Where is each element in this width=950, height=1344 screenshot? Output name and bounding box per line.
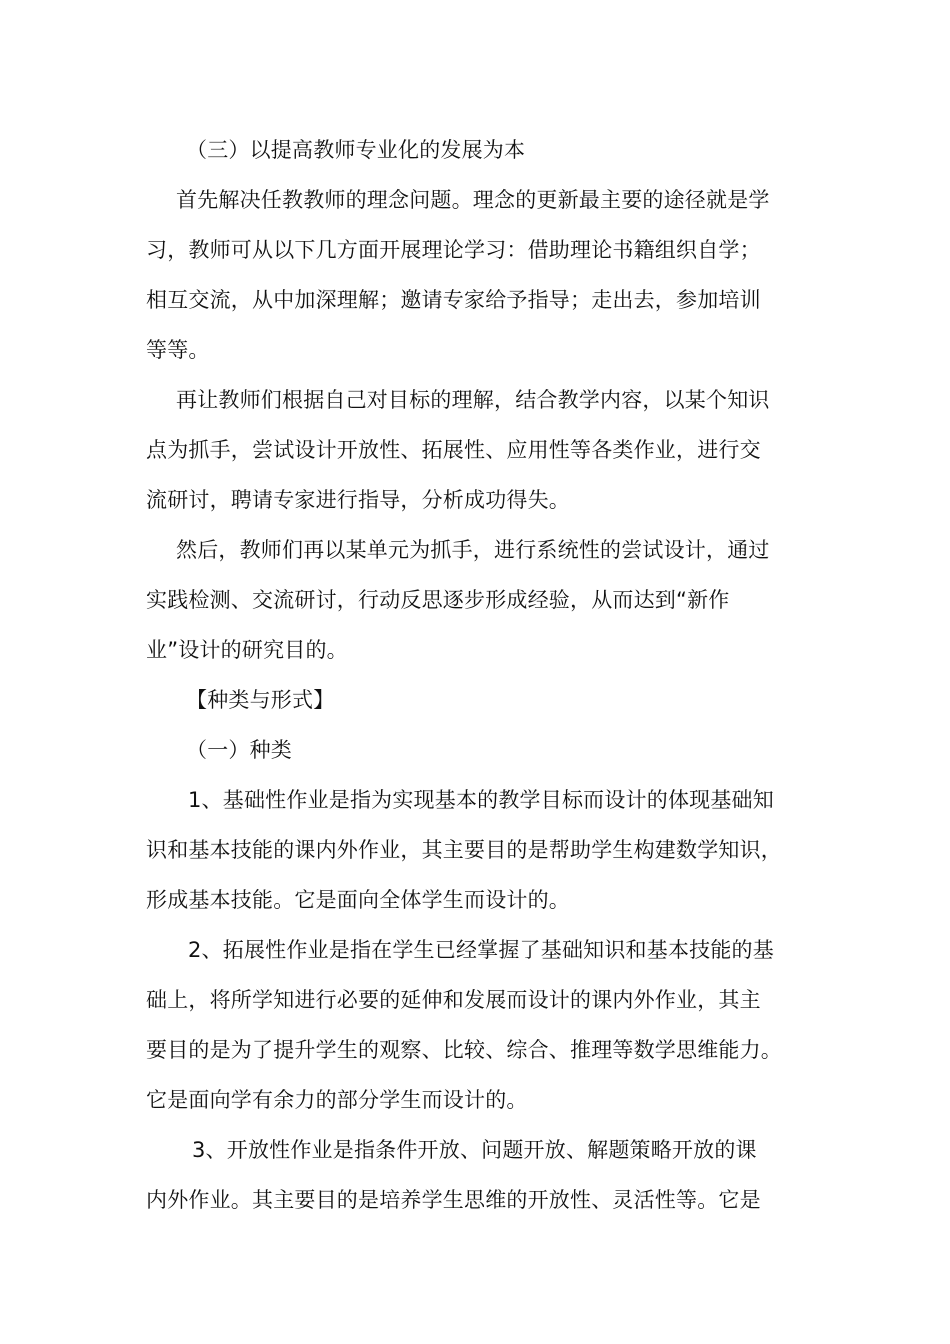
- paragraph-line: 等等。: [146, 338, 210, 362]
- paragraph-line: 相互交流，从中加深理解；邀请专家给予指导；走出去，参加培训: [146, 288, 761, 312]
- section-heading-1: （一）种类: [186, 738, 292, 762]
- paragraph-line: 1、基础性作业是指为实现基本的教学目标而设计的体现基础知: [188, 788, 774, 812]
- paragraph-line: 点为抓手，尝试设计开放性、拓展性、应用性等各类作业，进行交: [146, 438, 761, 462]
- paragraph-line: 习，教师可从以下几方面开展理论学习：借助理论书籍组织自学；: [146, 238, 761, 262]
- paragraph-line: 识和基本技能的课内外作业，其主要目的是帮助学生构建数学知识，: [146, 838, 782, 862]
- section-heading-3: （三）以提高教师专业化的发展为本: [186, 138, 526, 162]
- paragraph-line: 础上，将所学知进行必要的延伸和发展而设计的课内外作业，其主: [146, 988, 761, 1012]
- paragraph-line: 实践检测、交流研讨，行动反思逐步形成经验，从而达到“新作: [146, 588, 730, 612]
- paragraph-line: 要目的是为了提升学生的观察、比较、综合、推理等数学思维能力。: [146, 1038, 782, 1062]
- paragraph-line: 然后，教师们再以某单元为抓手，进行系统性的尝试设计，通过: [176, 538, 770, 562]
- section-heading-types-forms: 【种类与形式】: [186, 688, 335, 712]
- paragraph-line: 内外作业。其主要目的是培养学生思维的开放性、灵活性等。它是: [146, 1188, 761, 1212]
- paragraph-line: 再让教师们根据自己对目标的理解，结合教学内容，以某个知识: [176, 388, 770, 412]
- paragraph-line: 业”设计的研究目的。: [146, 638, 348, 662]
- paragraph-line: 2、拓展性作业是指在学生已经掌握了基础知识和基本技能的基: [188, 938, 774, 962]
- paragraph-line: 形成基本技能。它是面向全体学生而设计的。: [146, 888, 570, 912]
- paragraph-line: 3、开放性作业是指条件开放、问题开放、解题策略开放的课: [192, 1138, 757, 1162]
- paragraph-line: 首先解决任教教师的理念问题。理念的更新最主要的途径就是学: [176, 188, 770, 212]
- paragraph-line: 流研讨，聘请专家进行指导，分析成功得失。: [146, 488, 570, 512]
- paragraph-line: 它是面向学有余力的部分学生而设计的。: [146, 1088, 528, 1112]
